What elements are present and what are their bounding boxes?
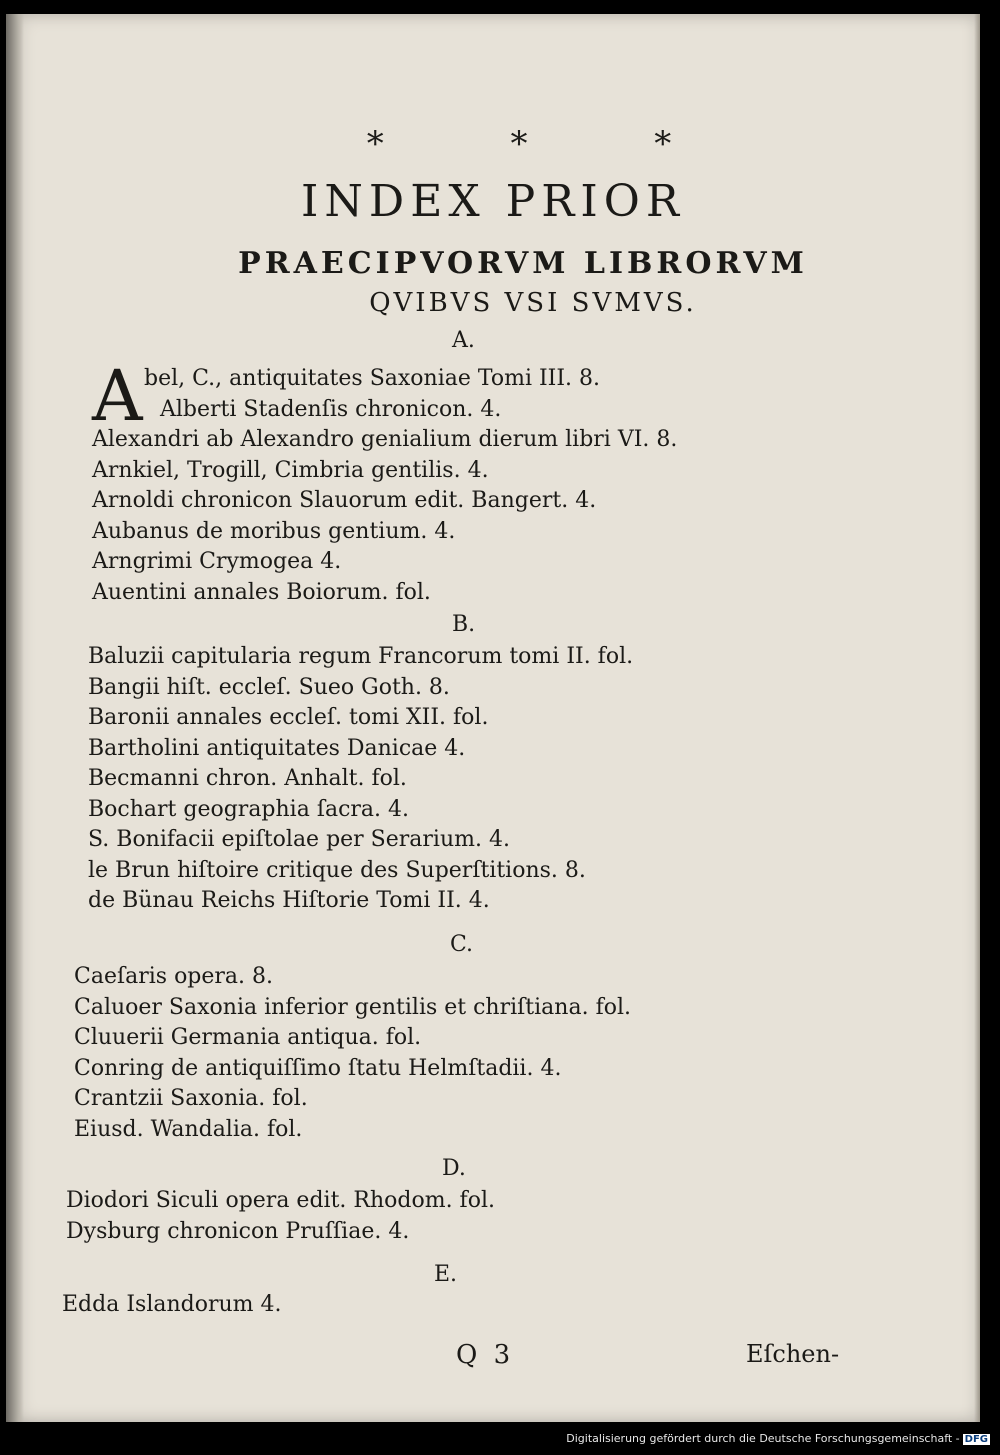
credit-text: Digitalisierung gefördert durch die Deutsche Forschungsgemeinschaft -: [566, 1432, 960, 1445]
section-a-list-head: [144, 364, 600, 425]
section-a-list: [92, 425, 677, 608]
signature-mark: Q 3: [456, 1340, 515, 1370]
list-item: Becmanni chron. Anhalt. fol.: [88, 766, 407, 791]
dropcap-letter: A: [92, 355, 143, 437]
list-item: Alberti Stadenſis chronicon. 4.: [160, 396, 502, 422]
subtitle-line-2: QVIBVS VSI SVMVS.: [369, 288, 697, 318]
list-item: Crantzii Saxonia. fol.: [74, 1086, 308, 1111]
section-heading-c: C.: [450, 932, 474, 957]
book-page: [6, 14, 980, 1422]
list-item: le Brun hiſtoire critique des Superſtitions. 8.: [88, 857, 586, 883]
list-item: Auentini annales Boiorum. fol.: [92, 579, 431, 605]
list-item: Dysburg chronicon Pruſſiae. 4.: [66, 1218, 410, 1244]
dfg-logo: DFG: [964, 1434, 988, 1445]
list-item: bel, C., antiquitates Saxoniae Tomi III. 8.: [144, 366, 601, 391]
subtitle-line-1: PRAECIPVORVM LIBRORVM: [238, 246, 808, 281]
catchword: Eſchen-: [746, 1340, 840, 1368]
ornament-stars: * * *: [366, 124, 730, 164]
list-item: Bangii hiſt. eccleſ. Sueo Goth. 8.: [88, 674, 450, 700]
list-item: Baluzii capitularia regum Francorum tomi II. fol.: [88, 644, 634, 669]
section-heading-e: E.: [434, 1262, 458, 1287]
section-c-list: [74, 962, 631, 1145]
list-item: Caluoer Saxonia inferior gentilis et chriſtiana. fol.: [74, 994, 631, 1020]
list-item: Edda Islandorum 4.: [62, 1292, 282, 1317]
list-item: Bochart geographia ſacra. 4.: [88, 796, 410, 822]
list-item: Baronii annales eccleſ. tomi XII. fol.: [88, 705, 489, 730]
section-heading-b: B.: [452, 612, 476, 637]
digitization-credit: [566, 1432, 990, 1445]
list-item: Arnkiel, Trogill, Cimbria gentilis. 4.: [92, 457, 489, 483]
list-item: Bartholini antiquitates Danicae 4.: [88, 735, 466, 761]
list-item: Arngrimi Crymogea 4.: [92, 549, 342, 574]
list-item: Eiusd. Wandalia. fol.: [74, 1116, 303, 1142]
list-item: de Bünau Reichs Hiſtorie Tomi II. 4.: [88, 888, 490, 913]
section-heading-a: A.: [452, 328, 475, 353]
section-b-list: [88, 642, 633, 917]
section-e-list: [62, 1290, 282, 1321]
list-item: Alexandri ab Alexandro genialium dierum libri VI. 8.: [92, 427, 678, 452]
section-heading-d: D.: [442, 1156, 466, 1181]
list-item: Caeſaris opera. 8.: [74, 964, 274, 989]
list-item: Cluuerii Germania antiqua. fol.: [74, 1025, 422, 1050]
page-title: INDEX PRIOR: [301, 176, 685, 227]
list-item: Conring de antiquiſſimo ſtatu Helmſtadii. 4.: [74, 1055, 562, 1081]
list-item: Arnoldi chronicon Slauorum edit. Bangert. 4.: [92, 488, 597, 513]
list-item: Aubanus de moribus gentium. 4.: [92, 518, 456, 544]
list-item: Diodori Siculi opera edit. Rhodom. fol.: [66, 1188, 495, 1213]
list-item: S. Bonifacii epiſtolae per Serarium. 4.: [88, 827, 510, 852]
section-d-list: [66, 1186, 495, 1247]
